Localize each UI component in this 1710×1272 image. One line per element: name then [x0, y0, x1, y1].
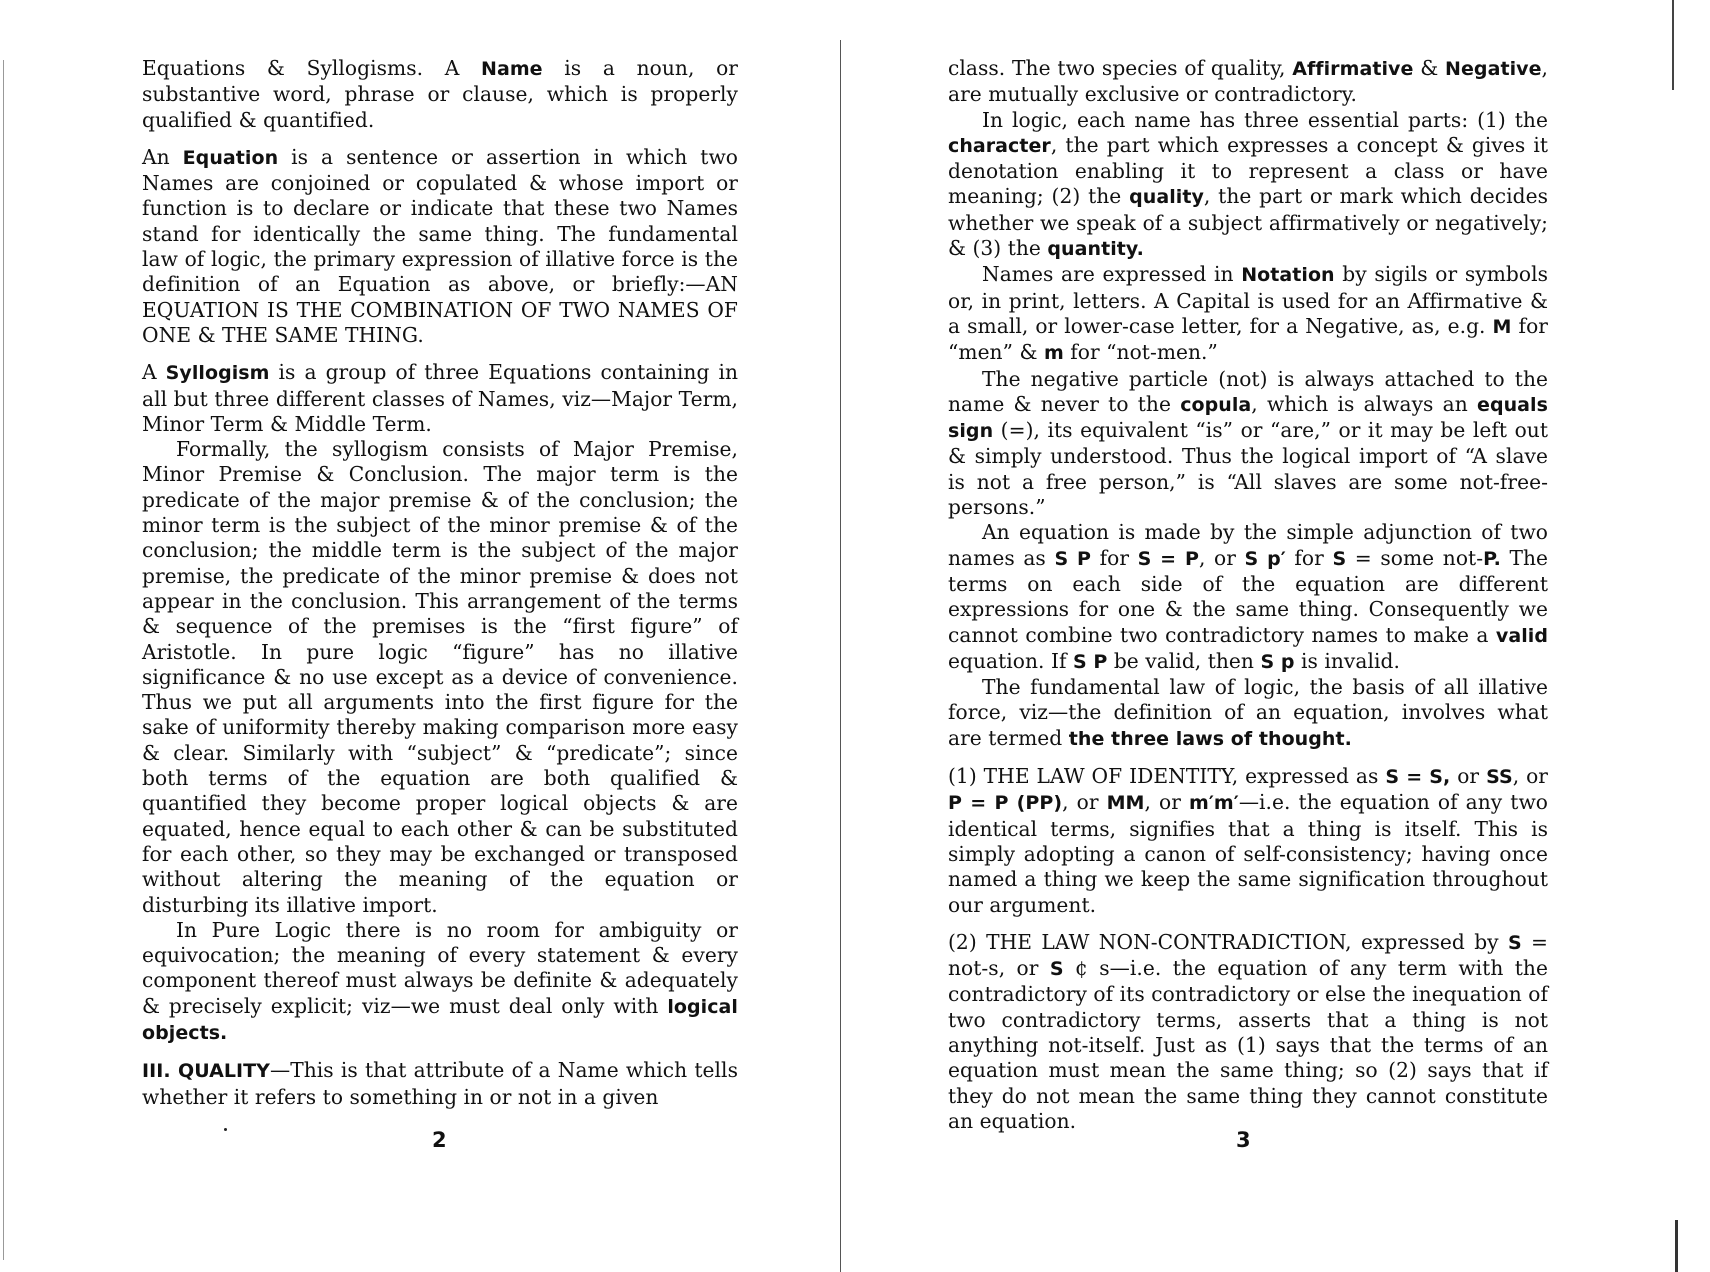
- paragraph-law-non-contradiction: (2) THE LAW NON-CONTRADICTION, expressed by S = not-s, or S ¢ s—i.e. the equation of any term with the contradictory of its contradictory or else the inequation of two contradictory terms, asserts that a thing is not anything not-itself. Just as (1) says that the terms of an equation must mean the same thing; so (2) says that if they do not mean the same thing they cannot constitute an equation.: [948, 929, 1548, 1133]
- right-page: [840, 0, 1710, 1272]
- paragraph-pure-logic: In Pure Logic there is no room for ambiguity or equivocation; the meaning of every statement & every component thereof must always be definite & adequately & precisely explicit; viz—we must deal only with logical objects.: [142, 917, 738, 1044]
- paragraph-name-definition: Equations & Syllogisms. A Name is a noun, or substantive word, phrase or clause, which is properly qualified & quantified.: [142, 56, 738, 132]
- paragraph-negative-particle: The negative particle (not) is always attached to the name & never to the copula, which is always an equals sign (=), its equivalent “is” or “are,” or it may be left out & simply understood. Thus the logical import of “A slave is not a free person,” is “All slaves are some not-free-persons.”: [948, 366, 1548, 520]
- paragraph-fundamental-law: The fundamental law of logic, the basis of all illative force, viz—the definition of an equation, involves what are termed the three laws of thought.: [948, 675, 1548, 750]
- paragraph-quality-species: class. The two species of quality, Affirmative & Negative, are mutually exclusive or contradictory.: [948, 56, 1548, 107]
- paragraph-syllogism-definition: A Syllogism is a group of three Equations containing in all but three different classes of Names, viz—Major Term, Minor Term & Middle Term.: [142, 360, 738, 436]
- left-page: [0, 0, 840, 1272]
- page-number: 2: [432, 1128, 447, 1152]
- paragraph-equation-definition: An Equation is a sentence or assertion in which two Names are conjoined or copulated & whose import or function is to declare or indicate that these two Names stand for identically the same thing. The fundamental law of logic, the primary expression of illative force is the definition of an Equation as above, or briefly:—AN EQUATION IS THE COMBINATION OF TWO NAMES OF ONE & THE SAME THING.: [142, 144, 738, 347]
- right-page-text-column: [948, 56, 1548, 1134]
- paragraph-name-parts: In logic, each name has three essential parts: (1) the character, the part which expresses a concept & gives it denotation enabling it to represent a class or have meaning; (2) the quality, the part or mark which decides whether we speak of a subject affirmatively or negatively; & (3) the quantity.: [948, 107, 1548, 261]
- paragraph-syllogism-form: Formally, the syllogism consists of Major Premise, Minor Premise & Conclusion. The major term is the predicate of the major premise & of the conclusion; the minor term is the subject of the minor premise & of the conclusion; the middle term is the subject of the major premise, the predicate of the minor premise & does not appear in the conclusion. This arrangement of the terms & sequence of the premises is the “first figure” of Aristotle. In pure logic “figure” has no illative significance & no use except as a device of convenience. Thus we put all arguments into the first figure for the sake of uniformity thereby making comparison more easy & clear. Similarly with “subject” & “predicate”; since both terms of the equation are both qualified & quantified they become proper logical objects & are equated, hence equal to each other & can be substituted for each other, so they may be exchanged or transposed without altering the meaning of the equation or disturbing its illative import.: [142, 437, 738, 917]
- page-number: 3: [1236, 1128, 1251, 1152]
- paragraph-notation: Names are expressed in Notation by sigils or symbols or, in print, letters. A Capital is used for an Affirmative & a small, or lower-case letter, for a Negative, as, e.g. M for “men” & m for “not-men.”: [948, 262, 1548, 365]
- paragraph-quality-heading: III. QUALITY—This is that attribute of a Name which tells whether it refers to something in or not in a given: [142, 1058, 738, 1109]
- paragraph-equation-adjunction: An equation is made by the simple adjunction of two names as S P for S = P, or S p′ for S = some not-P. The terms on each side of the equation are different expressions for one & the same thing. Consequently we cannot combine two contradictory names to make a valid equation. If S P be valid, then S p is invalid.: [948, 520, 1549, 673]
- paragraph-law-of-identity: (1) THE LAW OF IDENTITY, expressed as S = S, or SS, or P = P (PP), or MM, or m′m′—i.e. the equation of any two identical terms, signifies that a thing is itself. This is simply adopting a canon of self-consistency; having once named a thing we keep the same signification throughout our argument.: [948, 764, 1549, 917]
- left-page-text-column: [142, 56, 738, 1110]
